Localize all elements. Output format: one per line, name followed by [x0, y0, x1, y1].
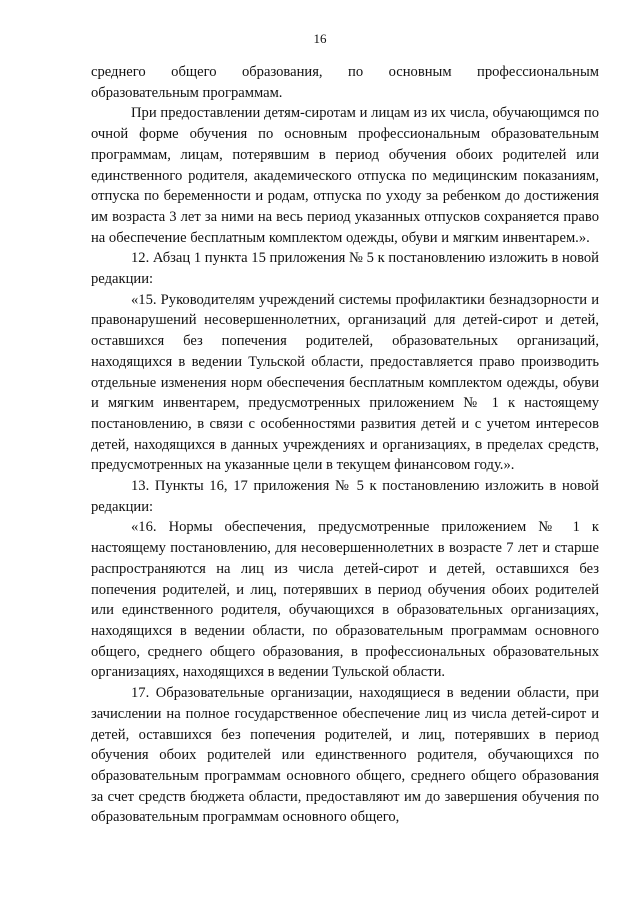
page-number: 16 [313, 31, 327, 46]
paragraph-clause-15: «15. Руководителям учреждений системы профилактики безнадзорности и правонарушений несовершеннолетних, организаций для детей-сирот и детей, оставшихся без попечения родителей, образовательных организаций, находящихся в ведении Тульской области, предоставляется право производить отдельные изменения норм обеспечения бесплатным комплектом одежды, обуви и мягким инвентарем, предусмотренных приложением № 1 к настоящему постановлению, в связи с особенностями развития детей и с учетом интересов детей, находящихся в данных учреждениях и организациях, в пределах средств, предусмотренных на указанные цели в текущем финансовом году.». [91, 291, 599, 474]
document-body [91, 62, 599, 828]
paragraph-continuation: среднего общего образования, по основным профессиональным образовательным программам. [91, 64, 599, 101]
paragraph-clause-16: «16. Нормы обеспечения, предусмотренные приложением № 1 к настоящему постановлению, для несовершеннолетних в возрасте 7 лет и старше распространяются на лиц из числа детей-сирот и детей, оставшихся без попечения родителей, и лиц, потерявших в период обучения обоих родителей или единственного родителя, обучающихся в образовательных организациях, находящихся в ведении области, по образовательным программам основного общего, среднего общего образования, в профессиональных образовательных организациях, находящихся в ведении Тульской области. [91, 519, 599, 681]
paragraph-academic-leave: При предоставлении детям-сиротам и лицам из их числа, обучающимся по очной форме обучения по основным профессиональным образовательным программам, лицам, потерявшим в период обучения обоих родителей или единственного родителя, академического отпуска по медицинским показаниям, отпуска по беременности и родам, отпуска по уходу за ребенком до достижения им возраста 3 лет за ними на весь период указанных отпусков сохраняется право на обеспечение бесплатным комплектом одежды, обуви и мягким инвентарем.». [91, 105, 599, 246]
paragraph-item-12: 12. Абзац 1 пункта 15 приложения № 5 к постановлению изложить в новой редакции: [91, 250, 599, 288]
paragraph-item-13: 13. Пункты 16, 17 приложения № 5 к постановлению изложить в новой редакции: [91, 478, 599, 515]
paragraph-clause-17: 17. Образовательные организации, находящиеся в ведении области, при зачислении на полное государственное обеспечение лиц из числа детей-сирот и детей, оставшихся без попечения родителей, и лиц, потерявших в период обучения обоих родителей или единственного родителя, обучающихся по образовательным программам основного общего, среднего общего образования за счет средств бюджета области, предоставляют им до завершения обучения по образовательным программам основного общего, [91, 685, 599, 826]
